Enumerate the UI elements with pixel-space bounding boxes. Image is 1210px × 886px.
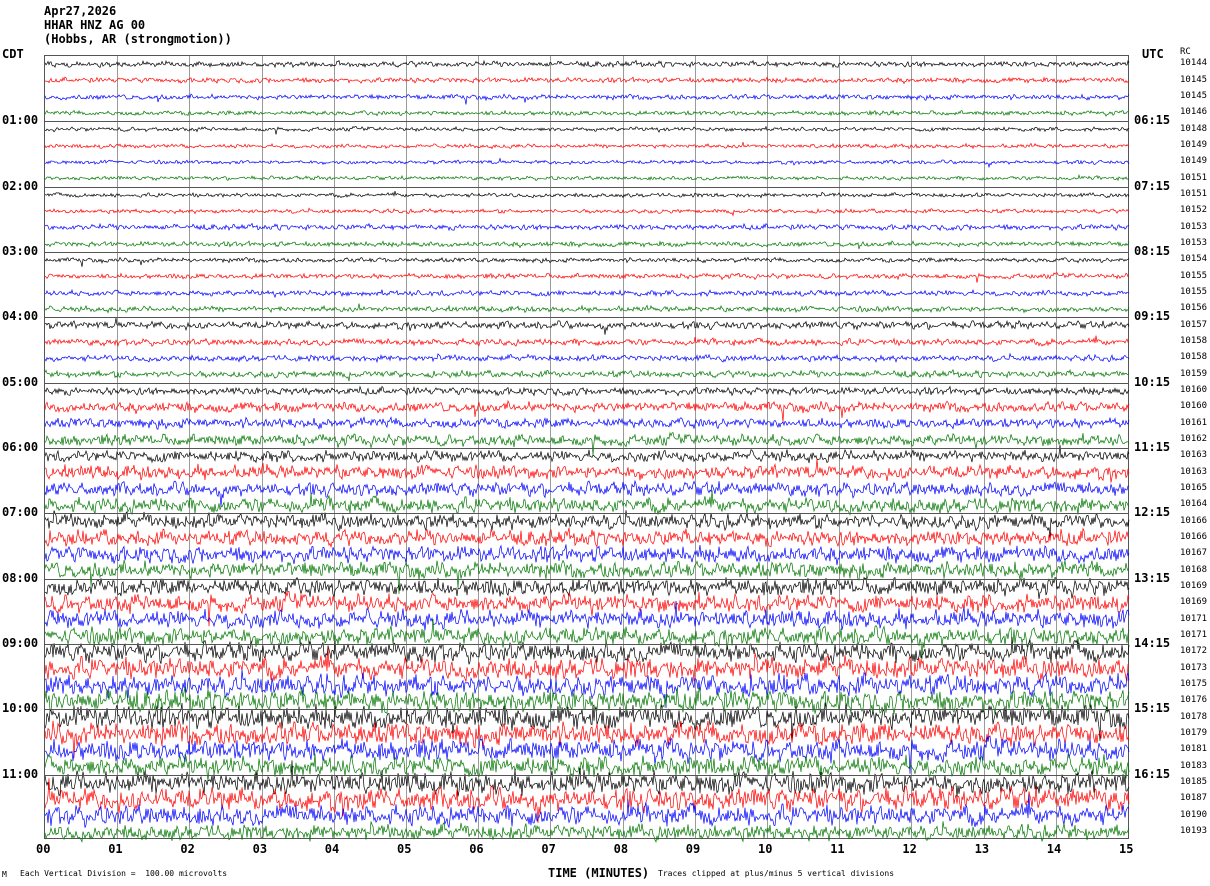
scale-value: 10159 xyxy=(1180,368,1208,379)
scale-value: 10163 xyxy=(1180,450,1208,461)
scale-value: 10165 xyxy=(1180,482,1208,493)
scale-value: 10169 xyxy=(1180,597,1208,608)
scale-value: 10181 xyxy=(1180,744,1208,755)
scale-value: 10168 xyxy=(1180,564,1208,575)
right-hour-tick: 14:15 xyxy=(1134,636,1171,650)
scale-value: 10151 xyxy=(1180,188,1208,199)
scale-value: 10145 xyxy=(1180,74,1208,85)
left-hour-tick: 05:00 xyxy=(2,374,39,389)
scale-value: 10156 xyxy=(1180,303,1208,314)
header-date: Apr27,2026 xyxy=(44,4,117,18)
right-hour-tick: 15:15 xyxy=(1134,701,1171,716)
hour-separator-line xyxy=(45,252,1128,253)
left-hour-tick: 08:00 xyxy=(2,570,39,585)
left-hour-tick: 06:00 xyxy=(2,440,39,454)
scale-value: 10146 xyxy=(1180,107,1208,118)
x-axis-tick: 03 xyxy=(252,842,268,856)
left-hour-tick: 02:00 xyxy=(2,178,39,193)
right-hour-tick: 16:15 xyxy=(1134,766,1171,781)
left-hour-tick: 01:00 xyxy=(2,113,39,128)
scale-value: 10164 xyxy=(1180,499,1208,510)
right-hour-tick: 13:15 xyxy=(1134,570,1171,585)
hour-separator-line xyxy=(45,383,1128,384)
header-station: HHAR HNZ AG 00 xyxy=(44,18,146,32)
x-axis-tick: 01 xyxy=(108,842,123,856)
scale-value: 10176 xyxy=(1180,695,1208,706)
scale-value: 10190 xyxy=(1180,809,1208,820)
x-axis-tick: 06 xyxy=(469,842,484,856)
scale-value: 10161 xyxy=(1180,417,1208,428)
scale-value: 10155 xyxy=(1180,286,1208,297)
left-hour-tick: 07:00 xyxy=(2,505,39,520)
scale-value: 10167 xyxy=(1180,548,1208,559)
left-hour-tick: 09:00 xyxy=(2,636,39,650)
scale-value: 10166 xyxy=(1180,531,1208,542)
scale-value: 10151 xyxy=(1180,172,1208,183)
hour-separator-line xyxy=(45,709,1128,710)
x-axis-tick: 04 xyxy=(324,842,340,856)
x-axis-tick: 14 xyxy=(1046,842,1062,856)
x-axis-tick: 13 xyxy=(974,842,990,856)
footnote-clipping: Traces clipped at plus/minus 5 vertical divisions xyxy=(658,869,895,878)
scale-value: 10173 xyxy=(1180,662,1208,673)
x-axis-tick: 12 xyxy=(902,842,917,856)
left-axis-label-cdt: CDT xyxy=(2,47,24,61)
x-axis-tick: 09 xyxy=(685,842,701,856)
hour-separator-line xyxy=(45,775,1128,776)
mark-glyph: M xyxy=(2,870,7,879)
scale-value: 10178 xyxy=(1180,711,1208,722)
scale-value: 10145 xyxy=(1180,90,1208,101)
hour-separator-line xyxy=(45,579,1128,580)
scale-value: 10163 xyxy=(1180,466,1208,477)
scale-value: 10149 xyxy=(1180,156,1208,167)
scale-value: 10183 xyxy=(1180,760,1208,771)
hour-separator-line xyxy=(45,317,1128,318)
x-axis-tick: 08 xyxy=(613,842,629,856)
header-location: (Hobbs, AR (strongmotion)) xyxy=(44,32,232,46)
scale-value: 10155 xyxy=(1180,270,1208,281)
right-hour-tick: 07:15 xyxy=(1134,178,1171,193)
hour-separator-line xyxy=(45,644,1128,645)
scale-value: 10144 xyxy=(1180,58,1208,69)
x-axis-tick: 15 xyxy=(1119,842,1134,856)
seismogram-trace xyxy=(45,806,1130,858)
x-axis-tick: 07 xyxy=(541,842,556,856)
right-hour-tick: 12:15 xyxy=(1134,505,1171,520)
scale-value: 10171 xyxy=(1180,613,1208,624)
seismogram-plot-area xyxy=(44,55,1129,839)
hour-separator-line xyxy=(45,187,1128,188)
scale-value: 10171 xyxy=(1180,629,1208,640)
left-hour-tick: 11:00 xyxy=(2,766,39,781)
scale-value: 10160 xyxy=(1180,384,1208,395)
scale-value: 10148 xyxy=(1180,123,1208,134)
hour-separator-line xyxy=(45,448,1128,449)
right-hour-tick: 06:15 xyxy=(1134,113,1171,128)
scale-value: 10166 xyxy=(1180,515,1208,526)
scale-value: 10153 xyxy=(1180,221,1208,232)
scale-value: 10175 xyxy=(1180,678,1208,689)
scale-value: 10152 xyxy=(1180,205,1208,216)
hour-separator-line xyxy=(45,513,1128,514)
x-axis-tick: 02 xyxy=(180,842,195,856)
scale-value: 10154 xyxy=(1180,254,1208,265)
scale-value: 10185 xyxy=(1180,776,1208,787)
scale-header: RC xyxy=(1180,47,1191,57)
scale-value: 10157 xyxy=(1180,319,1208,330)
footnote-scale: Each Vertical Division = 100.00 microvolts xyxy=(20,869,228,878)
scale-value: 10149 xyxy=(1180,139,1208,150)
x-axis-tick: 10 xyxy=(758,842,773,856)
x-axis-tick: 00 xyxy=(36,842,51,856)
right-hour-tick: 11:15 xyxy=(1134,440,1171,454)
left-hour-tick: 04:00 xyxy=(2,309,39,324)
scale-value: 10153 xyxy=(1180,237,1208,248)
x-axis-tick: 11 xyxy=(830,842,845,856)
scale-value: 10187 xyxy=(1180,793,1208,804)
scale-value: 10160 xyxy=(1180,401,1208,412)
x-axis-tick: 05 xyxy=(397,842,412,856)
scale-value: 10169 xyxy=(1180,580,1208,591)
right-hour-tick: 10:15 xyxy=(1134,374,1171,389)
scale-value: 10193 xyxy=(1180,825,1208,836)
scale-value: 10172 xyxy=(1180,646,1208,657)
right-hour-tick: 08:15 xyxy=(1134,244,1171,258)
scale-value: 10179 xyxy=(1180,727,1208,738)
left-hour-tick: 10:00 xyxy=(2,701,39,716)
scale-value: 10158 xyxy=(1180,335,1208,346)
scale-value: 10162 xyxy=(1180,433,1208,444)
right-hour-tick: 09:15 xyxy=(1134,309,1171,324)
left-hour-tick: 03:00 xyxy=(2,244,39,258)
scale-value: 10158 xyxy=(1180,352,1208,363)
hour-separator-line xyxy=(45,121,1128,122)
x-axis-label: TIME (MINUTES) xyxy=(548,866,650,880)
right-axis-label-utc: UTC xyxy=(1142,47,1164,61)
